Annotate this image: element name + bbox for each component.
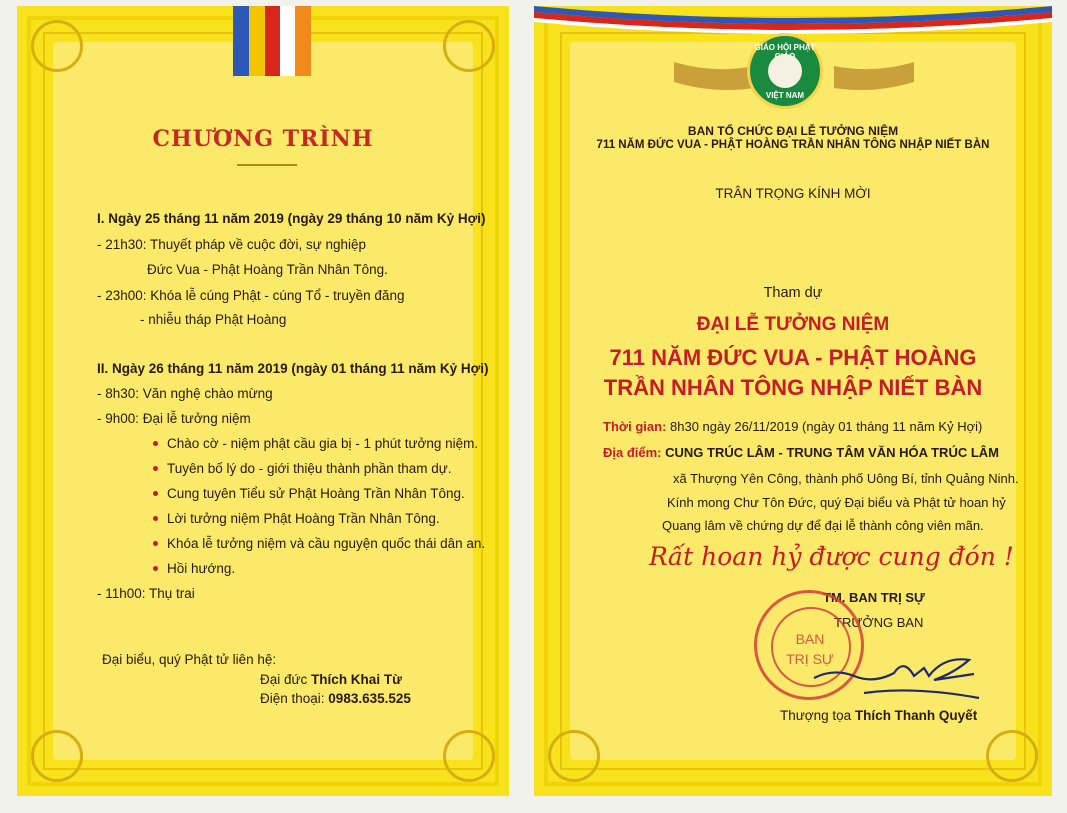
program-line: - 23h00: Khóa lễ cúng Phật - cúng Tổ - truyền đăng [97, 288, 405, 303]
attend-label: Tham dự [763, 285, 823, 301]
bullet-item: Tuyên bố lý do - giới thiệu thành phần tham dự. [167, 461, 452, 476]
bullet-item: Cung tuyên Tiểu sử Phật Hoàng Trần Nhân Tông. [167, 486, 465, 501]
bullet-item: Lời tưởng niệm Phật Hoàng Trần Nhân Tông. [167, 511, 440, 526]
bullet-icon [153, 466, 158, 471]
program-line: - 8h30: Văn nghệ chào mừng [97, 386, 273, 401]
corner-ornament [31, 730, 83, 782]
dharma-wheel-icon [768, 54, 802, 88]
corner-ornament [548, 730, 600, 782]
red-seal-stamp: BAN TRỊ SỰ [754, 590, 864, 700]
program-line: - nhiễu tháp Phật Hoàng [140, 312, 287, 327]
signer-name: Thượng tọa Thích Thanh Quyết [780, 708, 978, 723]
ornament-divider [237, 164, 297, 166]
corner-ornament [443, 730, 495, 782]
bullet-icon [153, 441, 158, 446]
event-subtitle: TRẦN NHÂN TÔNG NHẬP NIẾT BÀN [603, 375, 983, 400]
event-place: Địa điểm: CUNG TRÚC LÂM - TRUNG TÂM VĂN HÓA TRÚC LÂM [603, 445, 999, 460]
program-line: - 21h30: Thuyết pháp về cuộc đời, sự nghiệp [97, 237, 367, 252]
program-line: Đức Vua - Phật Hoàng Trần Nhân Tông. [147, 262, 388, 277]
invite-message: Quang lâm về chứng dự để đại lễ thành công viên mãn. [662, 518, 984, 533]
event-address: xã Thượng Yên Công, thành phố Uông Bí, tỉnh Quảng Ninh. [673, 471, 1019, 486]
invite-message: Kính mong Chư Tôn Đức, quý Đại biểu và Phật tử hoan hỷ [667, 495, 1006, 510]
bullet-icon [153, 566, 158, 571]
program-line: - 11h00: Thụ trai [97, 586, 195, 601]
organizer-line: 711 NĂM ĐỨC VUA - PHẬT HOÀNG TRẦN NHÂN TÔNG NHẬP NIẾT BÀN [596, 139, 990, 151]
event-subtitle: 711 NĂM ĐỨC VUA - PHẬT HOÀNG [609, 345, 977, 370]
buddhist-church-logo: GIÁO HỘI PHẬT VIỆT NAM [747, 33, 823, 109]
contact-intro: Đại biểu, quý Phật tử liên hệ: [102, 652, 277, 667]
bullet-item: Khóa lễ tưởng niệm và cầu nguyện quốc thái dân an. [167, 536, 486, 551]
contact-name: Đại đức Thích Khai Từ [260, 672, 402, 687]
organizer-line: BAN TỔ CHỨC ĐẠI LỄ TƯỞNG NIỆM [687, 124, 899, 138]
signature-role: TRƯỞNG BAN [834, 615, 924, 630]
day2-heading: II. Ngày 26 tháng 11 năm 2019 (ngày 01 tháng 11 năm Kỷ Hợi) [97, 361, 489, 376]
day1-heading: I. Ngày 25 tháng 11 năm 2019 (ngày 29 tháng 10 năm Kỷ Hợi) [97, 211, 486, 226]
invite-line: TRÂN TRỌNG KÍNH MỜI [715, 186, 871, 201]
event-time: Thời gian: 8h30 ngày 26/11/2019 (ngày 01 tháng 11 năm Kỷ Hợi) [603, 419, 983, 434]
program-page [17, 6, 509, 796]
invitation-page [534, 6, 1052, 796]
bullet-icon [153, 541, 158, 546]
program-line: - 9h00: Đại lễ tưởng niệm [97, 411, 251, 426]
contact-phone: Điện thoại: 0983.635.525 [260, 691, 411, 706]
event-title: ĐẠI LỄ TƯỞNG NIỆM [696, 314, 890, 335]
bullet-icon [153, 516, 158, 521]
signature-title: TM. BAN TRỊ SỰ [823, 590, 925, 605]
bullet-item: Hồi hướng. [167, 561, 236, 576]
bullet-icon [153, 491, 158, 496]
corner-ornament [986, 730, 1038, 782]
corner-ornament [31, 20, 83, 72]
corner-ornament [443, 20, 495, 72]
welcome-script: Rất hoan hỷ được cung đón ! [649, 542, 1014, 571]
bullet-item: Chào cờ - niệm phật cầu gia bị - 1 phút tưởng niệm. [167, 436, 479, 451]
program-title: CHƯƠNG TRÌNH [152, 126, 374, 152]
handwritten-signature [804, 638, 984, 708]
